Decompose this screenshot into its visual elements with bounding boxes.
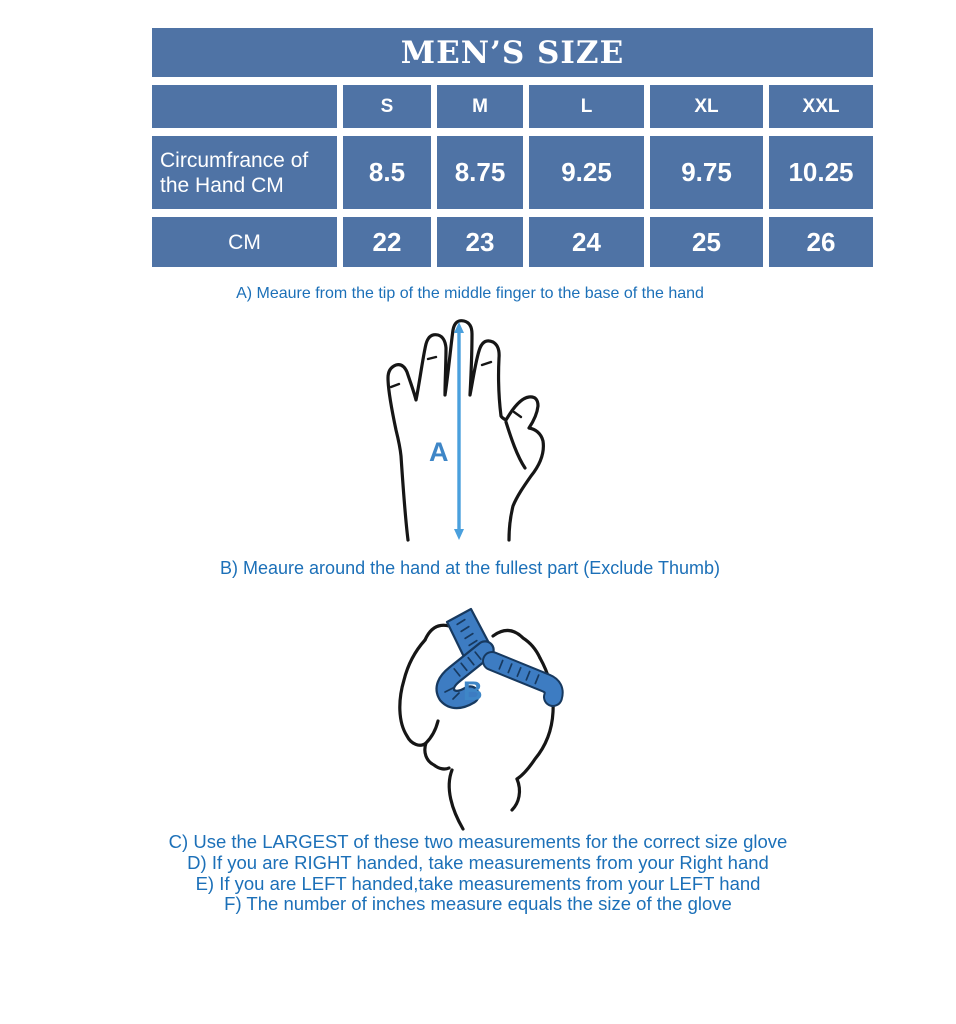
open-hand-measure-icon [383,316,553,546]
row-label-cm: CM [152,217,337,267]
corner-cell [152,85,337,128]
size-header-xxl: XXL [769,85,873,128]
pinky-knuckle-mark [391,384,399,387]
size-header-xl: XL [650,85,763,128]
fist-tape-measure-icon [395,598,570,833]
instruction-c: C) Use the LARGEST of these two measurements for the correct size glove [168,831,788,852]
circumference-value-m: 8.75 [437,136,523,209]
left-wrist-line [449,770,463,829]
index-knuckle-mark [482,362,491,365]
cm-value-xxl: 26 [769,217,873,267]
circumference-value-xl: 9.75 [650,136,763,209]
ring-knuckle-mark [428,357,436,359]
instruction-f: F) The number of inches measure equals the size of the glove [224,893,732,915]
cm-value-xl: 25 [650,217,763,267]
circumference-value-s: 8.5 [343,136,431,209]
circumference-value-xxl: 10.25 [769,136,873,209]
thumb-crease-mark [514,412,521,417]
bottom-notes [0,832,956,915]
diagram-label-b: B [463,676,483,706]
cm-value-m: 23 [437,217,523,267]
cm-value-l: 24 [529,217,644,267]
size-header-m: M [437,85,523,128]
cm-value-s: 22 [343,217,431,267]
size-header-l: L [529,85,644,128]
right-wrist-line [512,779,519,810]
instruction-e: E) If you are LEFT handed,take measurements from your LEFT hand [195,872,761,894]
instruction-d: D) If you are RIGHT handed, take measurements from your Right hand [187,851,769,873]
mens-size-table [152,28,872,267]
instruction-b: B) Meaure around the hand at the fullest part (Exclude Thumb) [220,558,720,578]
circumference-value-l: 9.25 [529,136,644,209]
row-label-circumference: Circumfrance of the Hand CM [152,136,337,209]
instruction-a: A) Meaure from the tip of the middle finger to the base of the hand [236,285,704,302]
double-headed-arrow-icon [454,322,464,540]
table-title: MEN’S SIZE [152,28,873,77]
size-header-s: S [343,85,431,128]
diagram-label-a: A [429,437,449,467]
